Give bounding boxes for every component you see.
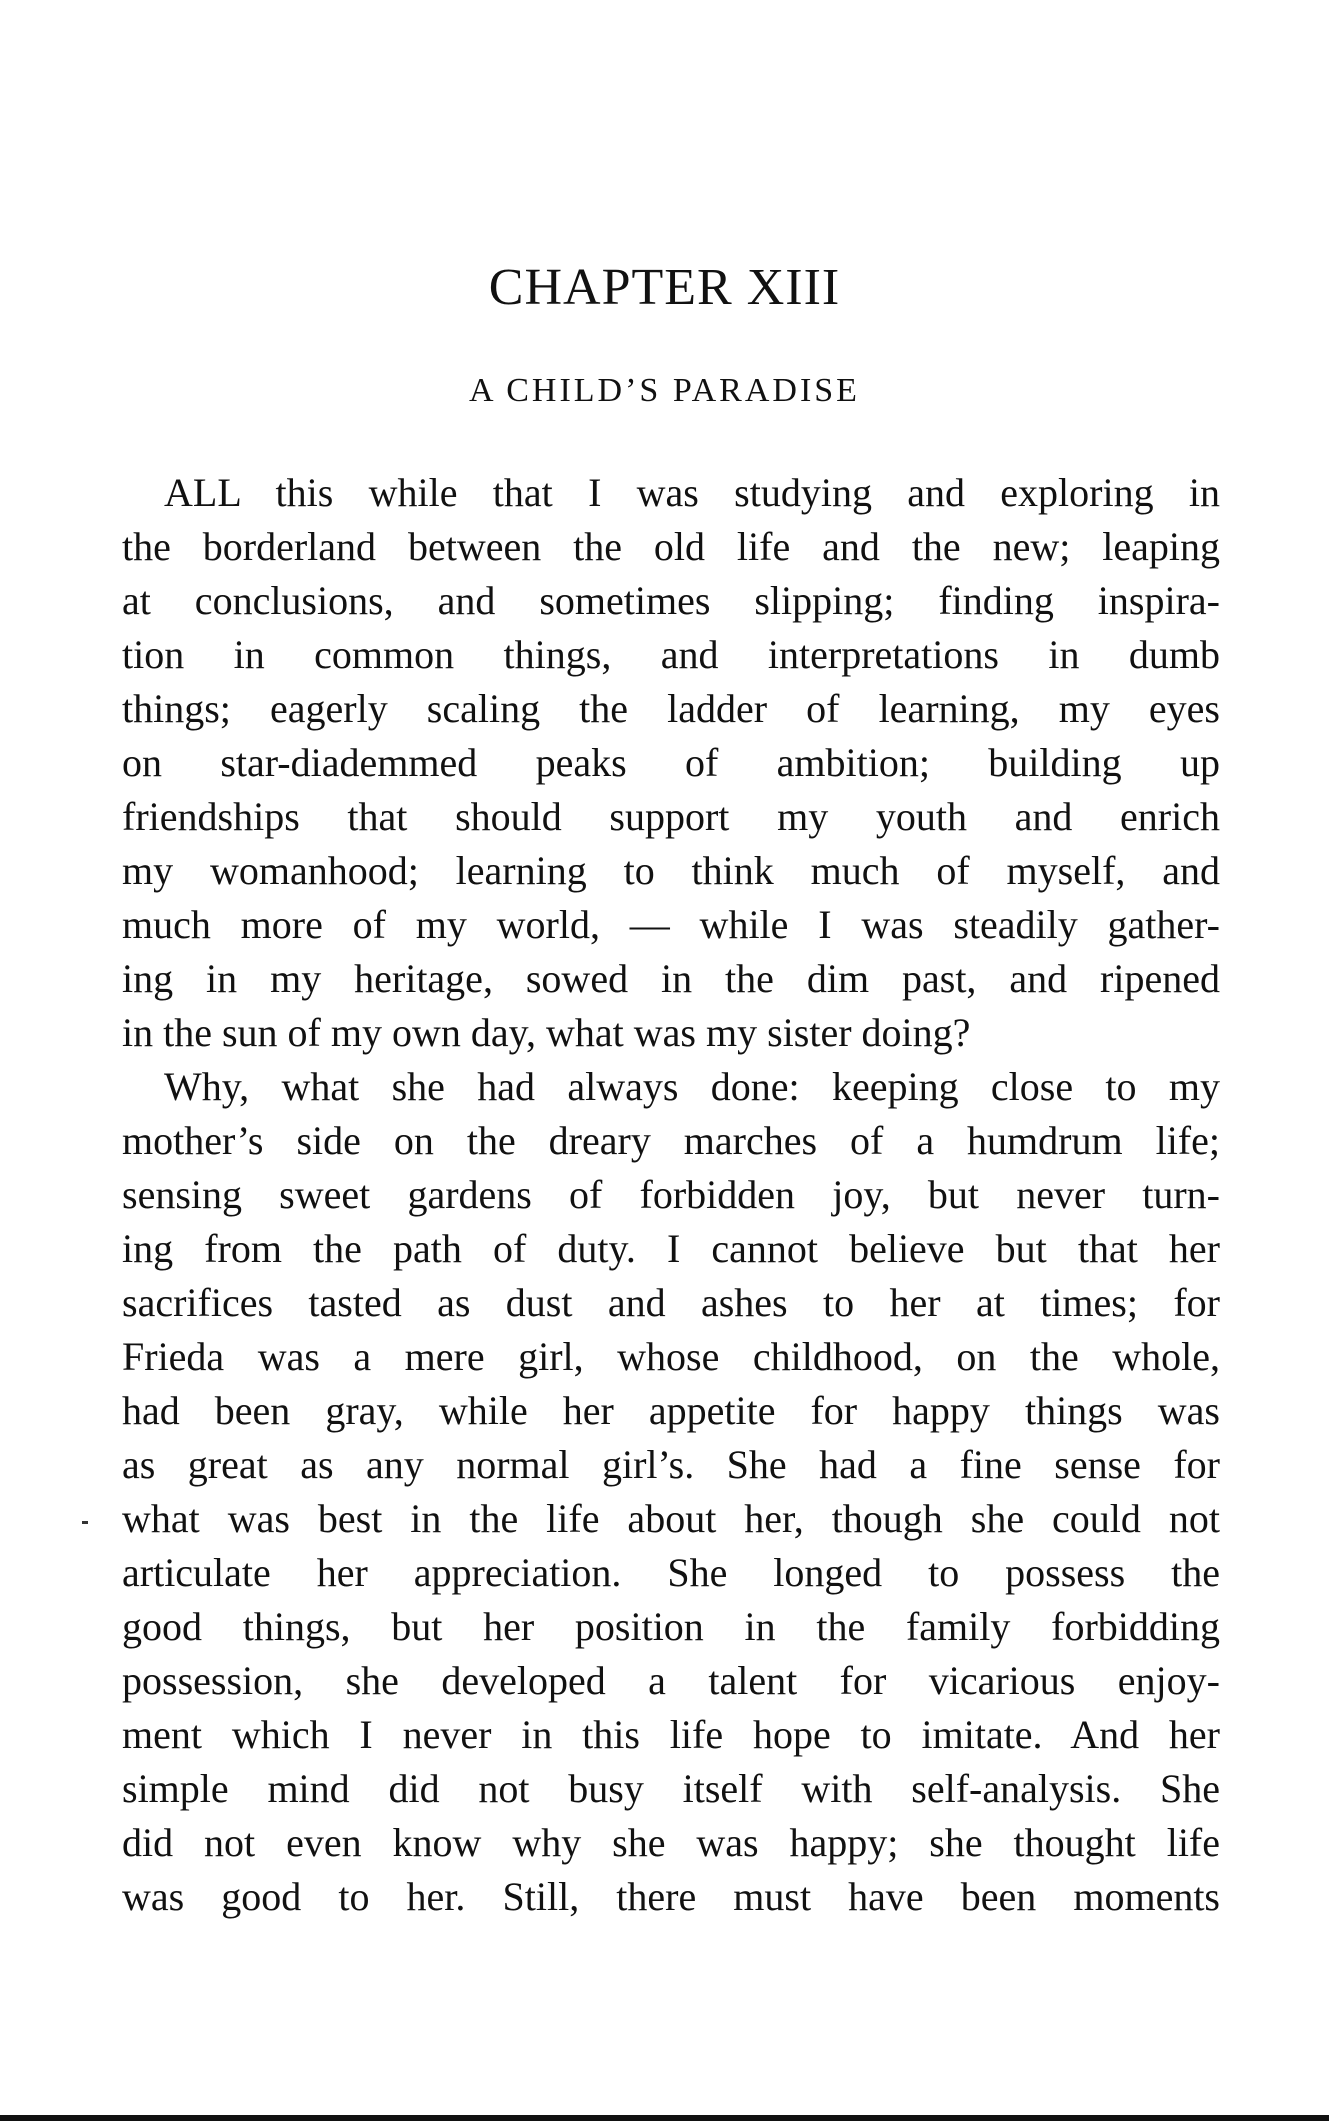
text-line: mother’s side on the dreary marches of a humdrum life; — [122, 1118, 1220, 1163]
text-line: on star-diademmed peaks of ambition; building up — [122, 740, 1220, 785]
print-speck — [82, 1521, 88, 1524]
text-line: at conclusions, and sometimes slipping; finding inspira- — [122, 578, 1220, 623]
text-line: sacrifices tasted as dust and ashes to her at times; for — [122, 1280, 1220, 1325]
paragraph-1 — [122, 466, 1220, 1060]
text-line: ing in my heritage, sowed in the dim past, and ripened — [122, 956, 1220, 1001]
text-line: ment which I never in this life hope to imitate. And her — [122, 1712, 1220, 1757]
text-line: good things, but her position in the family forbidding — [122, 1604, 1220, 1649]
text-line: sensing sweet gardens of forbidden joy, but never turn- — [122, 1172, 1220, 1217]
chapter-title: CHAPTER XIII — [488, 259, 841, 316]
paragraph-2 — [122, 1060, 1220, 1924]
text-line: as great as any normal girl’s. She had a fine sense for — [122, 1442, 1220, 1487]
text-line: my womanhood; learning to think much of myself, and — [122, 848, 1220, 893]
bottom-rule — [0, 2115, 1329, 2121]
text-line: ALL this while that I was studying and exploring in — [164, 470, 1220, 515]
text-line: what was best in the life about her, though she could not — [122, 1496, 1220, 1541]
text-line: in the sun of my own day, what was my sister doing? — [122, 1010, 971, 1055]
text-line: had been gray, while her appetite for happy things was — [122, 1388, 1220, 1433]
text-line: did not even know why she was happy; she thought life — [122, 1820, 1220, 1865]
text-line: possession, she developed a talent for vicarious enjoy- — [122, 1658, 1220, 1703]
text-line: the borderland between the old life and the new; leaping — [122, 524, 1220, 569]
chapter-subtitle: A CHILD’S PARADISE — [469, 372, 860, 409]
text-line: was good to her. Still, there must have been moments — [122, 1874, 1220, 1919]
text-line: tion in common things, and interpretations in dumb — [122, 632, 1220, 677]
text-line: articulate her appreciation. She longed to possess the — [122, 1550, 1220, 1595]
body-text — [122, 466, 1220, 1924]
text-line: friendships that should support my youth and enrich — [122, 794, 1220, 839]
text-line: simple mind did not busy itself with self-analysis. She — [122, 1766, 1220, 1811]
text-line: Why, what she had always done: keeping close to my — [164, 1064, 1220, 1109]
text-line: Frieda was a mere girl, whose childhood, on the whole, — [122, 1334, 1220, 1379]
text-line: ing from the path of duty. I cannot believe but that her — [122, 1226, 1220, 1271]
text-line: much more of my world, — while I was steadily gather- — [122, 902, 1220, 947]
text-line: things; eagerly scaling the ladder of learning, my eyes — [122, 686, 1220, 731]
